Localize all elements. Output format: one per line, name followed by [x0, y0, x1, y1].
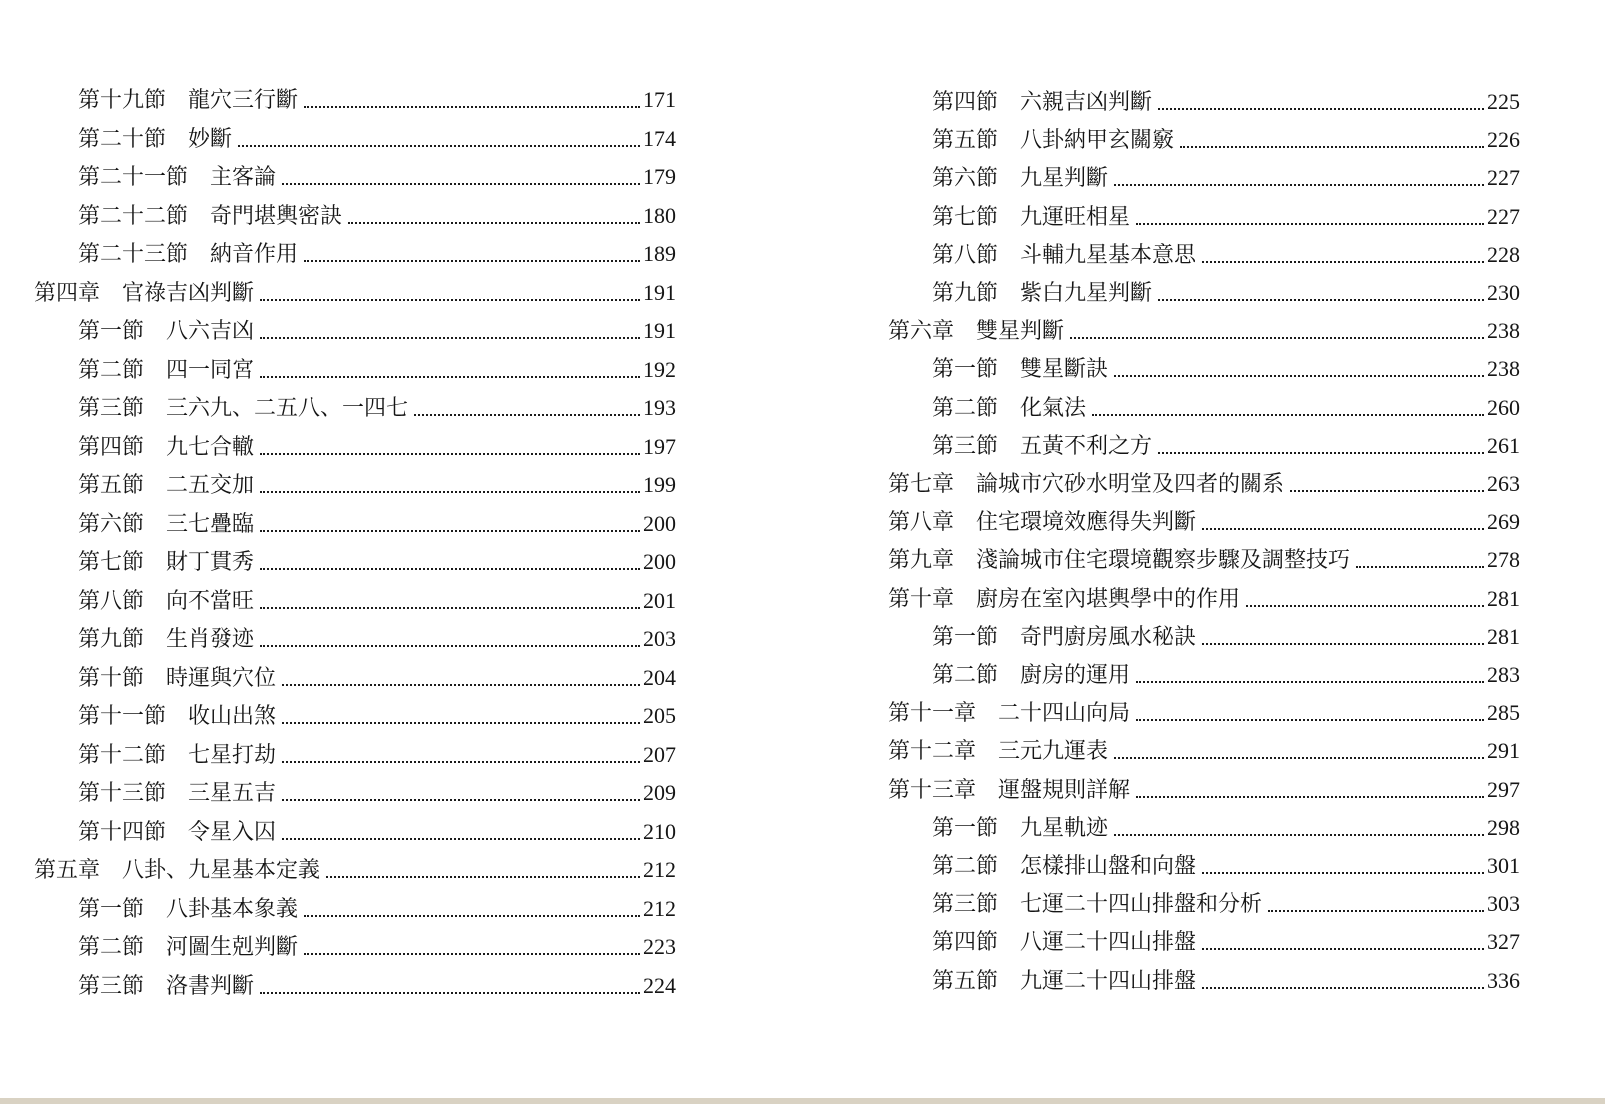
entry-title: 八卦納甲玄關竅 [1020, 128, 1175, 154]
toc-section-entry [78, 81, 676, 119]
entry-label: 第二節 [78, 935, 145, 960]
toc-section-entry [932, 198, 1520, 236]
page-number: 301 [1487, 853, 1520, 878]
toc-section-entry [78, 928, 676, 966]
toc-section-entry [932, 847, 1520, 885]
toc-section-entry [932, 121, 1520, 159]
dot-leader [260, 645, 640, 647]
entry-label: 第八章 [888, 510, 955, 536]
toc-chapter-entry [888, 465, 1520, 503]
page-number: 298 [1487, 814, 1520, 840]
dot-leader [260, 491, 640, 493]
entry-title: 七星打劫 [188, 742, 277, 768]
page-number: 238 [1487, 356, 1520, 382]
dot-leader [1114, 184, 1484, 186]
dot-leader [1070, 337, 1484, 339]
entry-label: 第二十三節 [78, 242, 189, 267]
page-number: 203 [643, 626, 676, 651]
dot-leader [1246, 605, 1484, 607]
entry-title: 七運二十四山排盤和分析 [1020, 892, 1263, 918]
entry-label: 第九章 [888, 548, 955, 574]
entry-title: 官祿吉凶判斷 [122, 280, 255, 306]
entry-label: 第四節 [932, 90, 999, 115]
page-number: 179 [643, 164, 676, 189]
toc-section-entry [932, 159, 1520, 197]
entry-label: 第三節 [932, 892, 999, 918]
toc-section-entry [78, 543, 676, 581]
page-number: 210 [643, 818, 676, 844]
entry-label: 第四章 [34, 280, 101, 306]
entry-title: 奇門堪輿密訣 [210, 203, 343, 229]
toc-chapter-entry [888, 732, 1520, 770]
page-number: 228 [1487, 241, 1520, 267]
toc-section-entry [78, 967, 676, 1005]
entry-label: 第二十節 [78, 126, 167, 152]
dot-leader [1202, 261, 1484, 263]
dot-leader [1268, 910, 1484, 912]
dot-leader [260, 607, 640, 609]
entry-title: 怎樣排山盤和向盤 [1020, 854, 1197, 879]
dot-leader [1202, 643, 1484, 645]
page-number: 197 [643, 433, 676, 459]
page-number: 260 [1487, 394, 1520, 420]
toc-section-entry [932, 618, 1520, 656]
entry-label: 第二節 [932, 663, 999, 688]
entry-label: 第十二節 [78, 742, 167, 768]
page-number: 278 [1487, 547, 1520, 573]
page-number: 285 [1487, 700, 1520, 726]
toc-section-entry [932, 962, 1520, 1000]
entry-label: 第二節 [932, 395, 999, 421]
dot-leader [1290, 490, 1484, 492]
entry-label: 第五章 [34, 858, 101, 883]
page-number: 238 [1487, 318, 1520, 344]
dot-leader [348, 222, 640, 224]
page-number: 209 [643, 780, 676, 805]
entry-label: 第三節 [932, 433, 999, 459]
page-number: 336 [1487, 967, 1520, 993]
entry-title: 五黃不利之方 [1020, 433, 1153, 459]
dot-leader [260, 453, 640, 455]
dot-leader [260, 568, 640, 570]
entry-title: 住宅環境效應得失判斷 [976, 510, 1197, 536]
page-number: 327 [1487, 929, 1520, 955]
entry-label: 第十節 [78, 665, 145, 691]
entry-title: 納音作用 [210, 242, 299, 267]
page-number: 225 [1487, 89, 1520, 114]
page-number: 204 [643, 664, 676, 690]
entry-title: 六親吉凶判斷 [1020, 90, 1153, 115]
toc-section-entry [78, 312, 676, 350]
entry-title: 三六九、二五八、一四七 [166, 396, 409, 421]
toc-section-entry [932, 83, 1520, 121]
page-number: 212 [643, 895, 676, 921]
toc-section-entry [78, 351, 676, 389]
entry-title: 九七合轍 [166, 434, 255, 460]
entry-title: 時運與穴位 [166, 665, 277, 691]
entry-label: 第五節 [78, 473, 145, 498]
page-number: 189 [643, 241, 676, 266]
dot-leader [1136, 223, 1484, 225]
entry-title: 論城市穴砂水明堂及四者的關系 [976, 472, 1285, 497]
toc-section-entry [78, 158, 676, 196]
toc-section-entry [78, 659, 676, 697]
toc-section-entry [78, 428, 676, 466]
entry-title: 生肖發迹 [166, 627, 255, 652]
entry-title: 九運二十四山排盤 [1020, 968, 1197, 994]
entry-title: 九運旺相星 [1020, 204, 1131, 230]
dot-leader [326, 876, 640, 878]
dot-leader [1136, 719, 1484, 721]
entry-title: 龍穴三行斷 [188, 88, 299, 113]
entry-label: 第七節 [78, 550, 145, 575]
toc-section-entry [932, 236, 1520, 274]
right-page [802, 0, 1605, 1115]
entry-title: 廚房在室內堪輿學中的作用 [976, 586, 1241, 612]
dot-leader [1158, 299, 1484, 301]
entry-label: 第九節 [78, 627, 145, 652]
entry-label: 第八節 [78, 588, 145, 614]
entry-label: 第一節 [78, 896, 145, 922]
page-number: 263 [1487, 471, 1520, 496]
toc-section-entry [78, 697, 676, 735]
entry-label: 第二節 [932, 854, 999, 879]
dot-leader [1136, 681, 1484, 683]
dot-leader [304, 915, 640, 917]
dot-leader [260, 530, 640, 532]
page-number: 283 [1487, 662, 1520, 687]
toc-section-entry [932, 923, 1520, 961]
dot-leader [260, 299, 640, 301]
toc-chapter-entry [888, 771, 1520, 809]
page-number: 227 [1487, 203, 1520, 229]
entry-title: 河圖生剋判斷 [166, 935, 299, 960]
entry-title: 化氣法 [1020, 395, 1087, 421]
dot-leader [414, 414, 640, 416]
page-number: 224 [643, 972, 676, 998]
entry-title: 斗輔九星基本意思 [1020, 242, 1197, 268]
entry-title: 二五交加 [166, 473, 255, 498]
entry-label: 第七節 [932, 204, 999, 230]
toc-section-entry [78, 120, 676, 158]
entry-label: 第四節 [932, 930, 999, 956]
dot-leader [282, 722, 640, 724]
entry-title: 雙星斷訣 [1020, 357, 1109, 383]
toc-section-entry [78, 235, 676, 273]
toc-section-entry [78, 389, 676, 427]
toc-chapter-entry [34, 851, 676, 889]
entry-label: 第三節 [78, 973, 145, 999]
toc-section-entry [78, 774, 676, 812]
entry-title: 收山出煞 [188, 704, 277, 729]
entry-label: 第五節 [932, 128, 999, 154]
page-number: 180 [643, 202, 676, 228]
toc-chapter-entry [888, 694, 1520, 732]
entry-label: 第五節 [932, 968, 999, 994]
dot-leader [282, 838, 640, 840]
dot-leader [1180, 146, 1484, 148]
entry-title: 運盤規則詳解 [998, 777, 1131, 803]
entry-title: 向不當旺 [166, 588, 255, 614]
dot-leader [282, 684, 640, 686]
dot-leader [260, 376, 640, 378]
page-number: 223 [643, 934, 676, 959]
page-number: 200 [643, 510, 676, 536]
entry-title: 廚房的運用 [1020, 663, 1131, 688]
dot-leader [260, 992, 640, 994]
dot-leader [1202, 948, 1484, 950]
page-number: 205 [643, 703, 676, 728]
entry-title: 三星五吉 [188, 781, 277, 806]
entry-label: 第一節 [932, 357, 999, 383]
entry-title: 妙斷 [188, 126, 233, 152]
entry-title: 九星軌迹 [1020, 815, 1109, 841]
toc-section-entry [78, 197, 676, 235]
entry-label: 第六章 [888, 319, 955, 345]
entry-title: 三七疊臨 [166, 511, 255, 537]
dot-leader [260, 337, 640, 339]
entry-label: 第四節 [78, 434, 145, 460]
page-number: 200 [643, 549, 676, 574]
toc-section-entry [78, 505, 676, 543]
page-number: 281 [1487, 585, 1520, 611]
toc-chapter-entry [888, 541, 1520, 579]
entry-label: 第二十二節 [78, 203, 189, 229]
dot-leader [1114, 834, 1484, 836]
entry-title: 八運二十四山排盤 [1020, 930, 1197, 956]
toc-section-entry [78, 736, 676, 774]
page-number: 261 [1487, 432, 1520, 458]
dot-leader [304, 260, 640, 262]
entry-title: 雙星判斷 [976, 319, 1065, 345]
toc-section-entry [78, 620, 676, 658]
entry-title: 淺論城市住宅環境觀察步驟及調整技巧 [976, 548, 1351, 574]
entry-label: 第十二章 [888, 739, 977, 765]
dot-leader [282, 799, 640, 801]
entry-title: 奇門廚房風水秘訣 [1020, 624, 1197, 650]
toc-chapter-entry [888, 312, 1520, 350]
entry-label: 第一節 [932, 815, 999, 841]
toc-section-entry [932, 274, 1520, 312]
entry-label: 第六節 [78, 511, 145, 537]
toc-chapter-entry [888, 580, 1520, 618]
dot-leader [1202, 987, 1484, 989]
page-number: 174 [643, 125, 676, 151]
toc-section-entry [932, 885, 1520, 923]
page-number: 201 [643, 587, 676, 613]
page-number: 226 [1487, 127, 1520, 153]
entry-label: 第二十一節 [78, 165, 189, 190]
entry-label: 第十九節 [78, 88, 167, 113]
entry-title: 令星入囚 [188, 819, 277, 845]
entry-label: 第一節 [78, 319, 145, 344]
entry-title: 財丁貫秀 [166, 550, 255, 575]
dot-leader [282, 761, 640, 763]
toc-section-entry [932, 809, 1520, 847]
dot-leader [238, 145, 640, 147]
dot-leader [1092, 414, 1484, 416]
entry-label: 第三節 [78, 396, 145, 421]
toc-section-entry [78, 466, 676, 504]
toc-section-entry [932, 350, 1520, 388]
page-number: 230 [1487, 280, 1520, 305]
page-number: 303 [1487, 891, 1520, 917]
entry-title: 八卦基本象義 [166, 896, 299, 922]
entry-title: 八卦、九星基本定義 [122, 858, 321, 883]
dot-leader [1136, 796, 1484, 798]
toc-chapter-entry [888, 503, 1520, 541]
dot-leader [1356, 566, 1484, 568]
toc-section-entry [78, 813, 676, 851]
entry-label: 第十三節 [78, 781, 167, 806]
entry-title: 紫白九星判斷 [1020, 281, 1153, 306]
entry-label: 第九節 [932, 281, 999, 306]
entry-title: 四一同宮 [166, 357, 255, 383]
entry-label: 第一節 [932, 624, 999, 650]
page-number: 191 [643, 318, 676, 343]
page-number: 291 [1487, 738, 1520, 764]
page-number: 171 [643, 87, 676, 112]
dot-leader [1114, 757, 1484, 759]
page-number: 297 [1487, 776, 1520, 802]
entry-title: 三元九運表 [998, 739, 1109, 765]
entry-label: 第十一章 [888, 701, 977, 727]
page-number: 193 [643, 395, 676, 420]
page-number: 212 [643, 857, 676, 882]
dot-leader [1158, 108, 1484, 110]
dot-leader [304, 106, 640, 108]
entry-label: 第六節 [932, 166, 999, 192]
entry-label: 第八節 [932, 242, 999, 268]
entry-title: 二十四山向局 [998, 701, 1131, 727]
toc-section-entry [78, 582, 676, 620]
page-number: 207 [643, 741, 676, 767]
entry-label: 第十一節 [78, 704, 167, 729]
entry-label: 第十四節 [78, 819, 167, 845]
entry-label: 第七章 [888, 472, 955, 497]
entry-title: 九星判斷 [1020, 166, 1109, 192]
dot-leader [1158, 452, 1484, 454]
left-page [0, 0, 802, 1115]
entry-label: 第十章 [888, 586, 955, 612]
page-number: 191 [643, 279, 676, 305]
toc-section-entry [78, 890, 676, 928]
dot-leader [1202, 872, 1484, 874]
toc-section-entry [932, 427, 1520, 465]
page-number: 199 [643, 472, 676, 497]
entry-label: 第十三章 [888, 777, 977, 803]
dot-leader [1202, 528, 1484, 530]
page-bottom-edge [0, 1098, 1605, 1104]
entry-title: 洛書判斷 [166, 973, 255, 999]
page-number: 192 [643, 356, 676, 382]
entry-label: 第二節 [78, 357, 145, 383]
toc-chapter-entry [34, 274, 676, 312]
toc-section-entry [932, 389, 1520, 427]
dot-leader [304, 953, 640, 955]
page-number: 227 [1487, 165, 1520, 191]
toc-section-entry [932, 656, 1520, 694]
page-number: 269 [1487, 509, 1520, 535]
entry-title: 主客論 [210, 165, 277, 190]
dot-leader [282, 183, 640, 185]
page-number: 281 [1487, 623, 1520, 649]
dot-leader [1114, 375, 1484, 377]
entry-title: 八六吉凶 [166, 319, 255, 344]
